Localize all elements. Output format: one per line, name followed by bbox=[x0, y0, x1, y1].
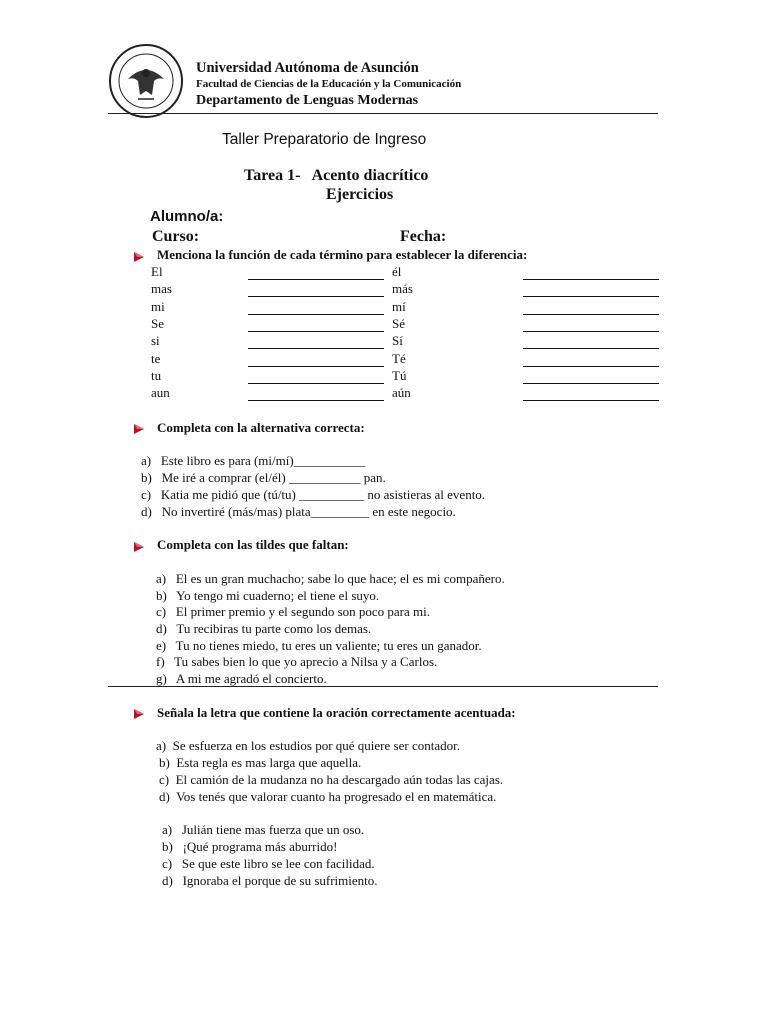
answer-blank-left bbox=[248, 400, 384, 401]
bullet-icon bbox=[133, 541, 145, 553]
word-right: Sí bbox=[392, 333, 403, 349]
course-label: Curso: bbox=[152, 228, 200, 245]
list-item: d) No invertiré (más/mas) plata_________ en este negocio. bbox=[141, 504, 456, 519]
section2-question: Completa con la alternativa correcta: bbox=[157, 420, 365, 435]
answer-blank-right bbox=[523, 296, 659, 297]
answer-blank-right bbox=[523, 383, 659, 384]
faculty-name: Facultad de Ciencias de la Educación y la Comunicación bbox=[196, 78, 462, 90]
header-divider bbox=[108, 113, 658, 114]
bullet-icon bbox=[133, 708, 145, 720]
list-item: b) ¡Qué programa más aburrido! bbox=[162, 839, 338, 854]
list-item: f) Tu sabes bien lo que yo aprecio a Nilsa y a Carlos. bbox=[156, 654, 438, 669]
word-right: él bbox=[392, 264, 402, 279]
university-name: Universidad Autónoma de Asunción bbox=[196, 60, 419, 76]
answer-blank-left bbox=[248, 348, 384, 349]
exercises-subtitle: Ejercicios bbox=[326, 186, 394, 203]
list-item: a) Julián tiene mas fuerza que un oso. bbox=[162, 822, 365, 837]
bullet-icon bbox=[133, 251, 145, 263]
list-item: c) El primer premio y el segundo son poco para mi. bbox=[156, 604, 431, 619]
list-item: a) Este libro es para (mi/mí)___________ bbox=[141, 453, 366, 468]
department-name: Departamento de Lenguas Modernas bbox=[196, 93, 419, 108]
list-item: e) Tu no tienes miedo, tu eres un valiente; tu eres un ganador. bbox=[156, 638, 482, 653]
word-right: aún bbox=[392, 385, 411, 401]
list-item: b) Esta regla es mas larga que aquella. bbox=[159, 755, 362, 770]
word-right: Sé bbox=[392, 315, 405, 331]
answer-blank-right bbox=[523, 348, 659, 349]
word-right: Té bbox=[392, 350, 406, 366]
list-item: g) A mi me agradó el concierto. bbox=[156, 671, 327, 686]
answer-blank-right bbox=[523, 314, 659, 315]
list-item: d) Ignoraba el porque de su sufrimiento. bbox=[162, 873, 378, 888]
section-divider bbox=[108, 686, 658, 687]
task-title: Tarea 1- Acento diacrítico bbox=[244, 167, 429, 184]
list-item: b) Yo tengo mi cuaderno; el tiene el suyo. bbox=[156, 588, 380, 603]
word-right: mí bbox=[392, 298, 406, 314]
answer-blank-left bbox=[248, 314, 384, 315]
list-item: c) Katia me pidió que (tú/tu) __________ no asistieras al evento. bbox=[141, 487, 486, 502]
list-item: c) El camión de la mudanza no ha descargado aún todas las cajas. bbox=[159, 772, 504, 787]
word-left: Se bbox=[151, 315, 164, 331]
word-right: más bbox=[392, 281, 413, 297]
answer-blank-left bbox=[248, 331, 384, 332]
answer-blank-right bbox=[523, 400, 659, 401]
list-item: b) Me iré a comprar (el/él) ___________ pan. bbox=[141, 470, 386, 485]
answer-blank-left bbox=[248, 296, 384, 297]
word-left: El bbox=[151, 264, 163, 279]
list-item: d) Tu recibiras tu parte como los demas. bbox=[156, 621, 372, 636]
answer-blank-right bbox=[523, 331, 659, 332]
list-item: a) El es un gran muchacho; sabe lo que hace; el es mi compañero. bbox=[156, 571, 505, 586]
answer-blank-right bbox=[523, 279, 659, 280]
answer-blank-left bbox=[248, 279, 384, 280]
bullet-icon bbox=[133, 423, 145, 435]
university-seal-icon bbox=[108, 43, 184, 119]
list-item: a) Se esfuerza en los estudios por qué quiere ser contador. bbox=[156, 738, 460, 753]
word-left: tu bbox=[151, 367, 162, 383]
word-left: mi bbox=[151, 298, 165, 314]
date-label: Fecha: bbox=[400, 228, 447, 245]
answer-blank-left bbox=[248, 383, 384, 384]
section4-question: Señala la letra que contiene la oración correctamente acentuada: bbox=[157, 705, 516, 720]
workshop-title: Taller Preparatorio de Ingreso bbox=[222, 131, 427, 148]
word-left: aun bbox=[151, 385, 170, 401]
word-left: si bbox=[151, 333, 160, 349]
answer-blank-left bbox=[248, 366, 384, 367]
word-left: te bbox=[151, 350, 161, 366]
answer-blank-right bbox=[523, 366, 659, 367]
list-item: c) Se que este libro se lee con facilidad. bbox=[162, 856, 375, 871]
section3-question: Completa con las tildes que faltan: bbox=[157, 537, 349, 552]
word-right: Tú bbox=[392, 367, 407, 383]
student-label: Alumno/a: bbox=[150, 208, 224, 225]
section1-question: Menciona la función de cada término para establecer la diferencia: bbox=[157, 247, 528, 262]
list-item: d) Vos tenés que valorar cuanto ha progresado el en matemática. bbox=[159, 789, 497, 804]
word-left: mas bbox=[151, 281, 172, 297]
